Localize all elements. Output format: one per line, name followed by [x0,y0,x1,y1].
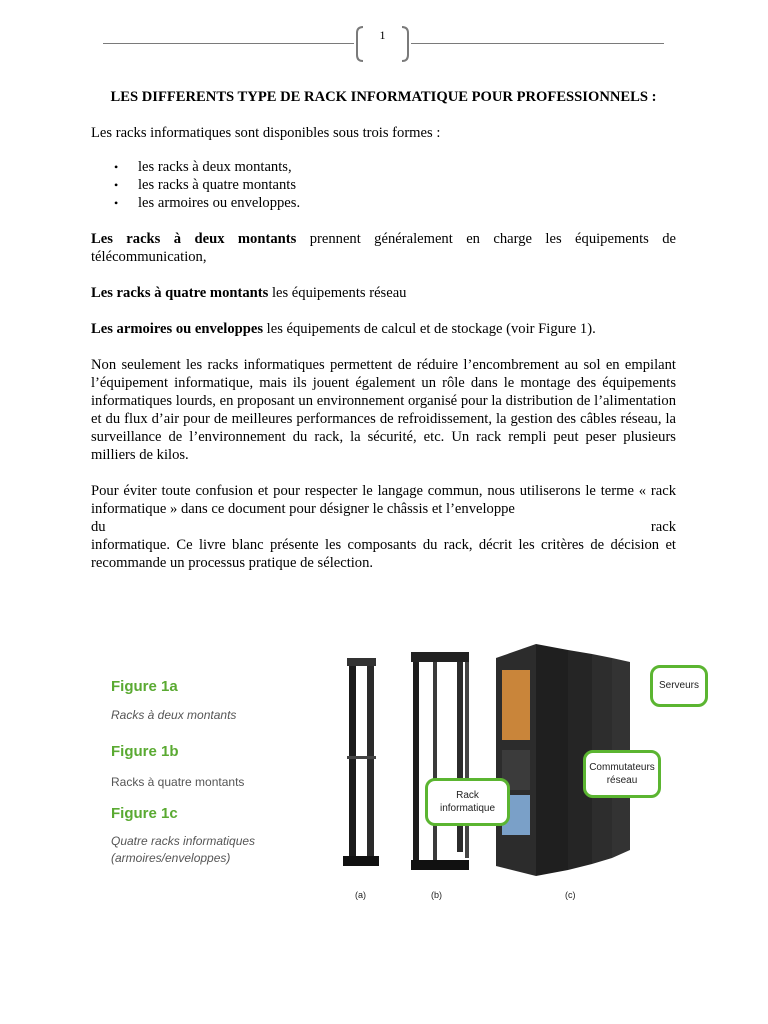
paragraph-four-post [91,284,676,302]
paragraph-text: prennent généralement en charge les équipements de télécommunication, [91,231,677,265]
callout-servers: Serveurs [650,665,708,707]
paragraph-terminology-end: informatique. Ce livre blanc présente les composants du rack, décrit les critères de décision et recommande un processus pratique de sélection. [91,537,676,571]
callout-text: Commutateurs [589,762,655,773]
list-item: • les armoires ou enveloppes. [138,194,676,212]
list-item: • les racks à quatre montants [138,176,676,194]
figure-1 [100,640,710,910]
figure-1c-description-line2: (armoires/enveloppes) [111,851,231,865]
paragraph-benefits: Non seulement les racks informatiques permettent de réduire l’encombrement au sol en empilant l’équipement informatique, mais ils jouent également un rôle dans le montage des équipements informatiques lourds, en proposant un environnement organisé pour la distribution de l’alimentation et du flux d’air pour de meilleures performances de refroidissement, la gestion des câbles réseau, la surveillance de l’environnement du rack, la sécurité, etc. Un rack rempli peut peser plusieurs milliers de kilos. [91,357,676,463]
header-rule-right [411,43,664,44]
callout-text: informatique [439,803,496,814]
bold-term: Les racks à deux montants [91,231,297,247]
paragraph-text: les équipements de calcul et de stockage (voir Figure 1). [263,321,596,337]
callout-it-rack [425,778,510,826]
two-post-rack-image [343,656,379,876]
callout-text: Rack [456,790,479,801]
word-rack: rack [650,519,676,535]
justified-line [91,518,676,536]
caption-c: (c) [565,890,576,900]
document-body [91,88,676,572]
list-item: • les racks à deux montants, [138,158,676,176]
bold-term: Les armoires ou enveloppes [91,321,264,337]
word-du: du [91,519,106,535]
bold-term: Les racks à quatre montants [91,285,269,301]
document-title: LES DIFFERENTS TYPE DE RACK INFORMATIQUE POUR PROFESSIONNELS : [110,89,657,105]
header-rule-left [103,43,354,44]
figure-1a-description: Racks à deux montants [111,708,237,722]
caption-b: (b) [431,890,442,900]
figure-1a-label: Figure 1a [111,678,178,695]
callout-network-switches [583,750,661,798]
rack-types-list [91,158,676,212]
figure-1b-label: Figure 1b [111,743,179,760]
page-number: 1 [379,28,386,42]
paragraph-text: les équipements réseau [268,285,407,301]
figure-1c-label: Figure 1c [111,805,178,822]
paragraph-two-post [91,230,676,266]
four-post-rack-image [405,650,475,876]
figure-1b-description: Racks à quatre montants [111,775,245,789]
callout-text: réseau [606,775,638,786]
figure-1c-description-line1: Quatre racks informatiques [111,834,256,848]
intro-paragraph: Les racks informatiques sont disponibles sous trois formes : [91,125,441,141]
paragraph-enclosures [91,320,676,338]
paragraph-terminology: Pour éviter toute confusion et pour respecter le langage commun, nous utiliserons le terme « rack informatique » dans ce document pour désigner le châssis et l’enveloppe [91,483,676,517]
caption-a: (a) [355,890,366,900]
